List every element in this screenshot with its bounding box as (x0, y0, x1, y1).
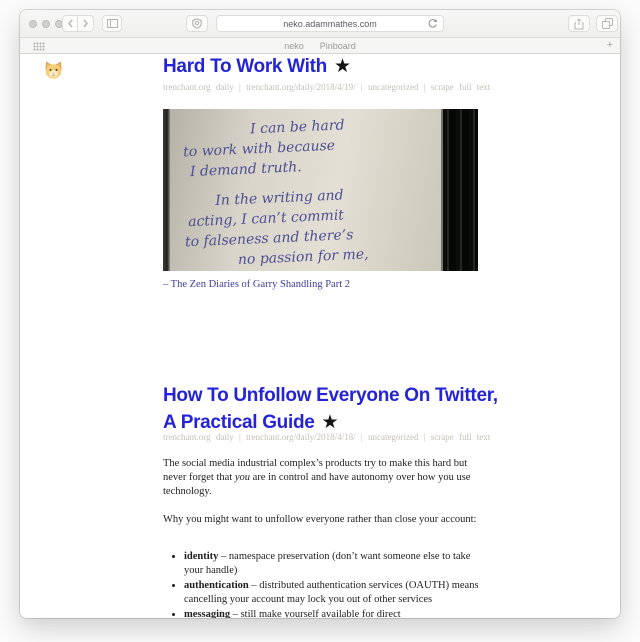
tab-overview-icon (602, 18, 613, 29)
favorites-grid-button[interactable] (33, 42, 45, 53)
sidebar-panel-icon (107, 19, 118, 28)
list-item: • messaging – still make yourself available for direct (184, 608, 479, 618)
history-nav (62, 15, 94, 32)
share-icon (574, 18, 584, 30)
image-right-edge (441, 109, 478, 271)
list-item: • authentication – distributed authentication services (OAUTH) means cancelling your account may lock you out of other services (184, 579, 479, 607)
post-column (163, 55, 498, 618)
share-button[interactable] (568, 15, 590, 32)
shield-icon (192, 18, 202, 29)
grid-icon (33, 42, 45, 51)
chevron-right-icon (82, 19, 89, 28)
paragraph: The social media industrial complex’s products try to make this hard but never forget that you are in control and have autonomy over how you use technology. (163, 458, 471, 497)
sidebar-toggle-button[interactable] (102, 15, 122, 32)
title-bar (20, 10, 620, 38)
address-bar[interactable] (216, 15, 444, 32)
handwriting-text: I can be hard to work with because I demand truth. In the writing and acting, I can’t commit to falseness and there’s no passion for me, (182, 117, 369, 269)
window-controls (29, 20, 63, 28)
list-item: • identity – namespace preservation (don’t want someone else to take your handle) (184, 550, 479, 578)
post-meta: trenchant.org daily | trenchant.org/daily/2018/4/19/ | uncategorized | scrape full text (163, 82, 491, 92)
cat-face-icon (44, 61, 63, 80)
page-content (20, 55, 620, 618)
post-title-unfollow-everyone[interactable] (163, 382, 498, 436)
content-blocker-button[interactable] (186, 15, 208, 32)
favorites-bar (20, 38, 620, 54)
paragraph: Why you might want to unfollow everyone rather than close your account: (163, 514, 477, 525)
post-meta: trenchant.org daily | trenchant.org/daily/2018/4/18/ | uncategorized | scrape full text (163, 432, 491, 442)
chevron-left-icon (67, 19, 74, 28)
add-tab-button[interactable]: + (606, 39, 613, 51)
bookmark-neko[interactable]: neko (284, 40, 304, 51)
post-title-text: Hard To Work With (163, 56, 327, 77)
url-text: neko.adammathes.com (283, 18, 377, 29)
image-caption-link[interactable]: – The Zen Diaries of Garry Shandling Part 2 (163, 279, 351, 290)
cat-icon[interactable] (44, 61, 63, 80)
tab-overview-button[interactable] (596, 15, 618, 32)
reload-button[interactable] (427, 18, 438, 30)
star-icon[interactable]: ★ (333, 55, 351, 77)
handwritten-note-image (163, 109, 478, 271)
favorites-items (284, 41, 356, 51)
close-button[interactable] (29, 20, 37, 28)
safari-window (20, 10, 620, 618)
forward-button[interactable] (78, 15, 94, 32)
reasons-list (163, 550, 479, 618)
star-icon[interactable]: ★ (321, 411, 339, 433)
post-title-line1: How To Unfollow Everyone On Twitter, (163, 385, 498, 406)
image-left-edge (163, 109, 170, 271)
emphasis-you: you (234, 472, 250, 483)
post-title-hard-to-work-with[interactable] (163, 55, 351, 80)
back-button[interactable] (62, 15, 78, 32)
reload-icon (427, 18, 438, 30)
bookmark-pinboard[interactable]: Pinboard (319, 40, 356, 51)
post-title-line2: A Practical Guide (163, 412, 315, 433)
minimize-button[interactable] (42, 20, 50, 28)
